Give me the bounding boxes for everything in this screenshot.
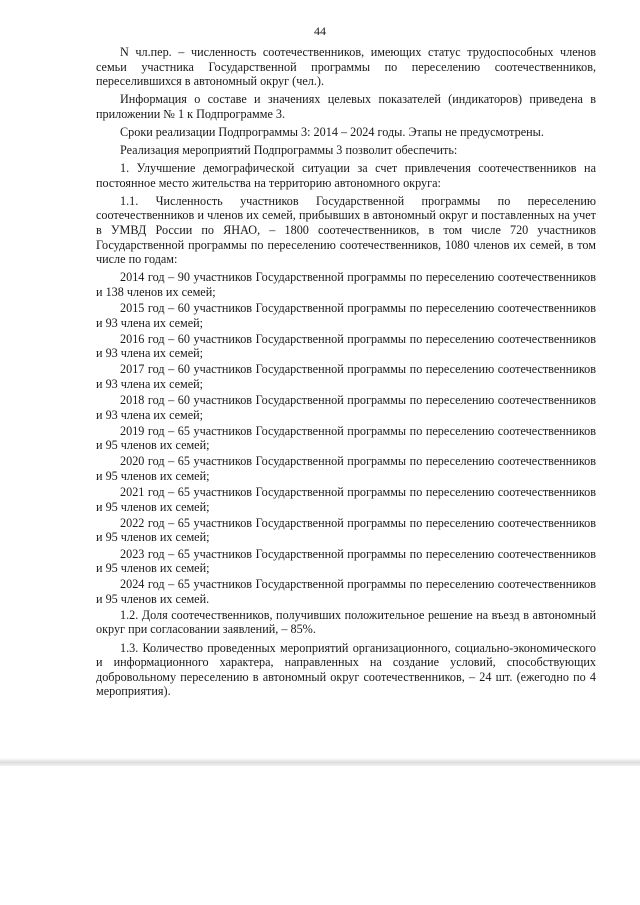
year-item-2018: 2018 год – 60 участников Государственной программы по переселению соотечественников и 93 члена их семей; bbox=[96, 393, 596, 422]
year-item-2014: 2014 год – 90 участников Государственной программы по переселению соотечественников и 138 членов их семей; bbox=[96, 270, 596, 299]
paragraph-item-1-1: 1.1. Численность участников Государственной программы по переселению соотечественников и членов их семей, прибывших в автономный округ и поставленных на учет в УМВД России по ЯНАО, – 1800 соотечественников, в том числе 720 участников Государственной программы по переселению соотечественников, 1080 членов их семей, в том числе по годам: bbox=[96, 193, 596, 267]
paragraph-expected-results-intro: Реализация мероприятий Подпрограммы 3 позволит обеспечить: bbox=[120, 143, 458, 158]
year-item-2019: 2019 год – 65 участников Государственной программы по переселению соотечественников и 95 членов их семей; bbox=[96, 423, 596, 453]
year-item-2016: 2016 год – 60 участников Государственной программы по переселению соотечественников и 93 члена их семей; bbox=[96, 331, 596, 361]
paragraph-indicator-definition: N чл.пер. – численность соотечественников, имеющих статус трудоспособных членов семьи участника Государственной программы по переселению соотечественников, переселившихся в автономный округ (чел.). bbox=[96, 45, 596, 89]
year-item-2021: 2021 год – 65 участников Государственной программы по переселению соотечественников и 95 членов их семей; bbox=[96, 485, 596, 514]
paragraph-indicators-reference: Информация о составе и значениях целевых показателей (индикаторов) приведена в приложении № 1 к Подпрограмме 3. bbox=[96, 92, 596, 121]
year-item-2015: 2015 год – 60 участников Государственной программы по переселению соотечественников и 93 члена их семей; bbox=[96, 301, 596, 330]
paragraph-implementation-period: Сроки реализации Подпрограммы 3: 2014 – 2024 годы. Этапы не предусмотрены. bbox=[120, 124, 544, 139]
paragraph-item-1-2: 1.2. Доля соотечественников, получивших положительное решение на въезд в автономный округ при согласовании заявлений, – 85%. bbox=[96, 607, 596, 637]
scan-page-edge bbox=[0, 758, 640, 766]
year-item-2020: 2020 год – 65 участников Государственной программы по переселению соотечественников и 95 членов их семей; bbox=[96, 454, 596, 484]
year-item-2022: 2022 год – 65 участников Государственной программы по переселению соотечественников и 95 членов их семей; bbox=[96, 515, 596, 545]
page-body bbox=[96, 45, 596, 702]
page-number: 44 bbox=[314, 24, 326, 38]
year-item-2024: 2024 год – 65 участников Государственной программы по переселению соотечественников и 95 членов их семей. bbox=[96, 577, 596, 606]
paragraph-item-1-3: 1.3. Количество проведенных мероприятий организационного, социально-экономического и информационного характера, направленных на создание условий, способствующих добровольному переселению в автономный округ соотечественников, – 24 шт. (ежегодно по 4 мероприятия). bbox=[96, 640, 596, 699]
paragraph-item-1: 1. Улучшение демографической ситуации за счет привлечения соотечественников на постоянное место жительства на территорию автономного округа: bbox=[96, 161, 596, 190]
year-item-2017: 2017 год – 60 участников Государственной программы по переселению соотечественников и 93 члена их семей; bbox=[96, 362, 596, 391]
year-item-2023: 2023 год – 65 участников Государственной программы по переселению соотечественников и 95 членов их семей; bbox=[96, 546, 596, 576]
